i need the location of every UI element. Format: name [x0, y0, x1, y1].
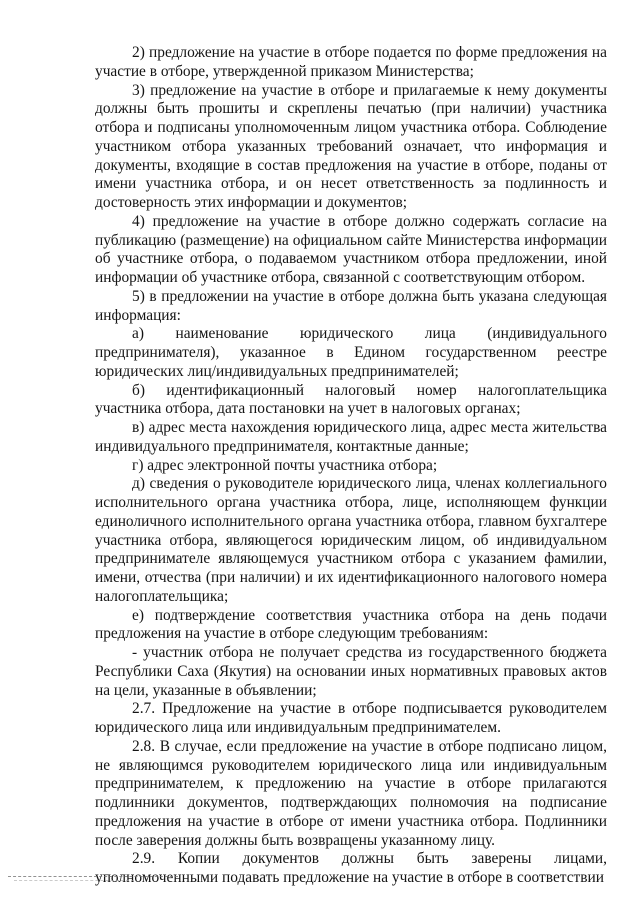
paragraph-item-3: 3) предложение на участие в отборе и прилагаемые к нему документы должны быть прошиты и скреплены печатью (при наличии) участника отбора и подписаны уполномоченным лицом участника отбора. Соблюдение участником отбора указанных требований означает, что информация и документы, входящие в состав предложения на участие в отборе, поданы от имени участника отбора, и он несет ответственность за подлинность и достоверность этих информации и документов;	[95, 81, 607, 211]
paragraph-subitem-g: г) адрес электронной почты участника отбора;	[132, 456, 438, 474]
paragraph-section-2-7: 2.7. Предложение на участие в отборе подписывается руководителем юридического лица или индивидуальным предпринимателем.	[95, 700, 607, 736]
document-body	[95, 44, 607, 888]
paragraph-item-4: 4) предложение на участие в отборе должно содержать согласие на публикацию (размещение) на официальном сайте Министерства информации об участнике отбора, о подаваемом участником отбора предложении, иной информации об участнике отбора, связанной с соответствующим отбором.	[95, 212, 607, 286]
paragraph-requirement-item: - участник отбора не получает средства из государственного бюджета Республики Саха (Якутия) на основании иных нормативных правовых актов на цели, указанные в объявлении;	[95, 644, 607, 699]
paragraph-item-5: 5) в предложении на участие в отборе должна быть указана следующая информация:	[95, 287, 607, 324]
paragraph-subitem-a: а) наименование юридического лица (индивидуального предпринимателя), указанное в Едином государственном реестре юридических лиц/индивидуальных предпринимателей;	[95, 325, 607, 380]
paragraph-section-2-8: 2.8. В случае, если предложение на участие в отборе подписано лицом, не являющимся руководителем юридического лица или индивидуальным предпринимателем, к предложению на участие в отборе прилагаются подлинники документов, подтверждающих полномочия на подписание предложения на участие в отборе от имени участника отбора. Подлинники после заверения должны быть возвращены указанному лицу.	[95, 737, 607, 849]
paragraph-subitem-v: в) адрес места нахождения юридического лица, адрес места жительства индивидуального предпринимателя, контактные данные;	[95, 419, 607, 455]
scan-artifact-line	[8, 876, 178, 877]
paragraph-item-2: 2) предложение на участие в отборе подается по форме предложения на участие в отборе, утвержденной приказом Министерства;	[95, 44, 607, 80]
scan-artifact-line-secondary	[14, 880, 134, 881]
paragraph-section-2-9: 2.9. Копии документов должны быть заверены лицами, уполномоченными подавать предложение на участие в отборе в соответствии	[95, 850, 607, 886]
paragraph-subitem-e: е) подтверждение соответствия участника отбора на день подачи предложения на участие в отборе следующим требованиям:	[95, 606, 607, 643]
paragraph-subitem-d: д) сведения о руководителе юридического лица, членах коллегиального исполнительного органа участника отбора, лице, исполняющем функции единоличного исполнительного органа участника отбора, главном бухгалтере участника отбора, являющегося юридическим лицом, об индивидуальном предпринимателе являющемуся участником отбора с указанием фамилии, имени, отчества (при наличии) и их идентификационного налогового номера налогоплательщика;	[95, 475, 607, 605]
paragraph-subitem-b: б) идентификационный налоговый номер налогоплательщика участника отбора, дата постановки на учет в налоговых органах;	[95, 381, 607, 418]
